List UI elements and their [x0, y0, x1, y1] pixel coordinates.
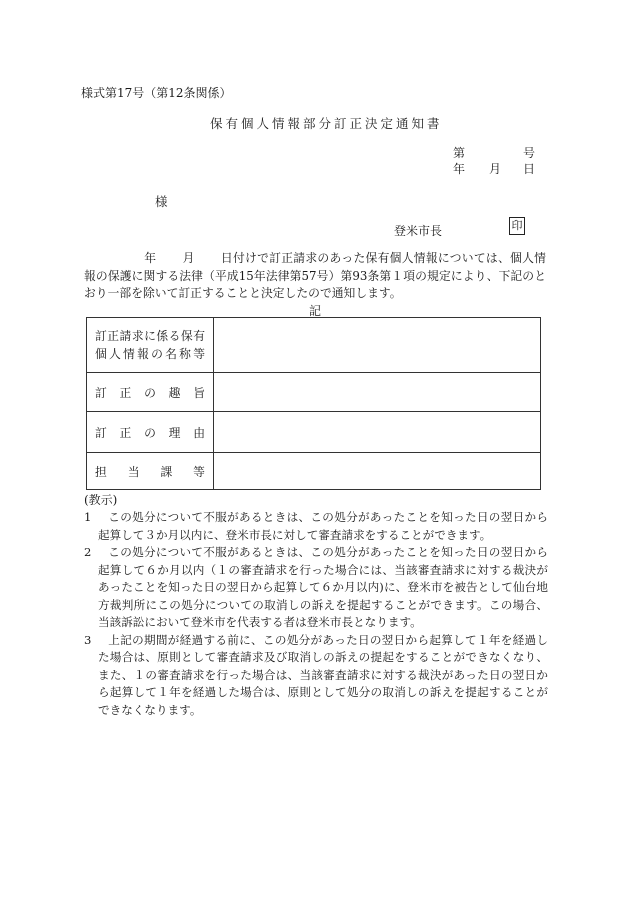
note-text: この処分について不服があるときは、この処分があったことを知った日の翌日から起算して３か月以内に、登米市長に対して審査請求をすることができます。 — [98, 510, 548, 542]
date-month: 月 — [489, 162, 502, 176]
body-text: 日付けで訂正請求のあった保有個人情報については、個人情報の保護に関する法律（平成15年法律第57号）第93条第１項の規定により、下記のとおり一部を除いて訂正することと決定したので通知します。 — [84, 251, 546, 300]
form-number: 様式第17号（第12条関係） — [81, 86, 232, 100]
notice-body — [84, 250, 546, 303]
body-year: 年 — [144, 251, 157, 265]
row-label: 担 当 課 等 — [87, 453, 214, 490]
row-label: 訂正請求に係る保有個人情報の名称等 — [87, 318, 214, 373]
table-row — [87, 453, 541, 490]
table-row — [87, 412, 541, 453]
note-text: 上記の期間が経過する前に、この処分があった日の翌日から起算して１年を経過した場合は、原則として審査請求及び取消しの訴えの提起をすることができなくなり、また、１の審査請求を行った場合は、当該審査請求に対する裁決があった日の翌日から起算して１年を経過した場合は、原則として処分の取消しの訴えを提起することができなくなります。 — [98, 632, 548, 717]
list-item — [84, 544, 548, 632]
notes-list — [84, 509, 548, 719]
details-table — [86, 317, 541, 490]
note-text: この処分について不服があるときは、この処分があったことを知った日の翌日から起算して６か月以内（１の審査請求を行った場合には、当該審査請求に対する裁決があったことを知った日の翌日から起算して６か月以内)に、登米市を被告として仙台地方裁判所にこの処分についての取消しの訴えを提起することができます。この場合、当該訴訟において登米市を代表する者は登米市長となります。 — [98, 545, 548, 629]
row-value[interactable] — [214, 373, 541, 412]
ki-heading: 記 — [309, 304, 322, 318]
row-value[interactable] — [214, 412, 541, 453]
note-number: 2 — [84, 545, 92, 559]
number-prefix: 第 — [453, 146, 466, 160]
body-month: 月 — [182, 251, 195, 265]
row-value[interactable] — [214, 453, 541, 490]
sender-name: 登米市長 — [394, 224, 443, 238]
table-row — [87, 318, 541, 373]
note-number: 3 — [84, 632, 92, 647]
addressee-honorific: 様 — [155, 194, 168, 209]
row-label: 訂 正 の 理 由 — [87, 412, 214, 453]
date-year: 年 — [453, 162, 466, 176]
seal-mark: 印 — [509, 217, 525, 235]
number-suffix: 号 — [523, 146, 536, 160]
table-row — [87, 373, 541, 412]
row-value[interactable] — [214, 318, 541, 373]
list-item — [84, 509, 548, 544]
note-number: 1 — [84, 510, 92, 524]
notes-heading: (教示) — [84, 493, 118, 507]
row-label: 訂 正 の 趣 旨 — [87, 373, 214, 412]
document-title: 保有個人情報部分訂正決定通知書 — [210, 116, 443, 131]
date-day: 日 — [523, 162, 536, 176]
list-item — [84, 632, 548, 720]
